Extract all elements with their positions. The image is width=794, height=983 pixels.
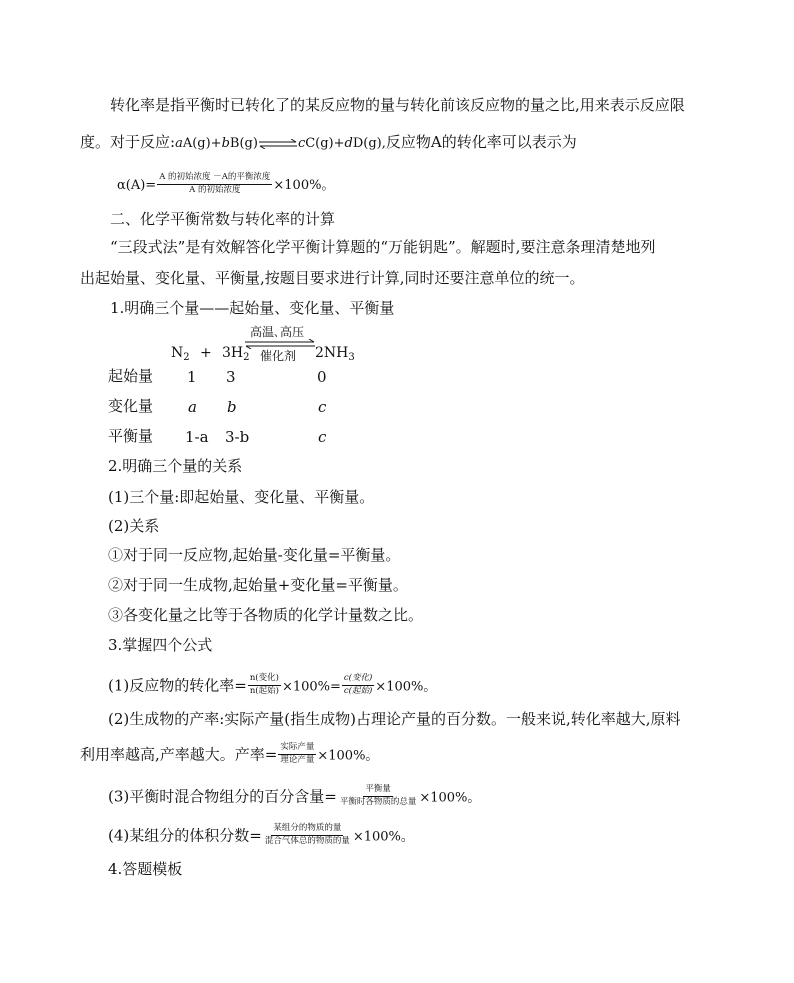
intro-line-2: [80, 135, 577, 150]
coef-b: b: [221, 136, 230, 151]
formula-4: [108, 825, 414, 848]
reaction-condition-bottom: 催化剂: [260, 349, 297, 363]
conversion-numerator: A 的初始浓度 －A的平衡浓度: [157, 173, 272, 185]
formula-4-numerator: 某组分的物质的量: [271, 824, 343, 836]
equilibrium-h2: 3-b: [225, 428, 250, 446]
equilibrium-nh3: c: [318, 428, 327, 446]
formula-2-denominator: 理论产量: [280, 754, 315, 765]
coef-d: d: [344, 136, 353, 151]
item-2-2: (2)关系: [108, 517, 160, 535]
formula-2-line-1: (2)生成物的产率:实际产量(指生成物)占理论产量的百分数。一般来说,转化率越大,原料: [108, 710, 681, 728]
conversion-denominator: A 的初始浓度: [189, 184, 241, 195]
reaction-plus: +: [200, 345, 212, 361]
reaction-condition-top: 高温､高压: [250, 325, 305, 339]
formula-1-fraction-n: [248, 674, 281, 697]
change-n2: a: [188, 398, 197, 416]
three-step-line-2: 出起始量、变化量、平衡量,按题目要求进行计算,同时还要注意单位的统一。: [80, 269, 585, 287]
change-h2: b: [227, 398, 237, 416]
conversion-fraction: [157, 173, 272, 196]
formula-1-num-n: n(变化): [248, 674, 281, 686]
three-step-line-1: “三段式法”是有效解答化学平衡计算题的“万能钥匙”。解题时,要注意条理清楚地列: [110, 238, 656, 256]
item-3-title: 3.掌握四个公式: [108, 636, 213, 654]
formula-1-den-c: c(起始): [343, 685, 373, 696]
formula-2-line-2: [80, 744, 378, 767]
item-2-rule-3: ③各变化量之比等于各物质的化学计量数之比。: [108, 606, 424, 624]
initial-n2: 1: [187, 368, 197, 386]
formula-3: [108, 786, 480, 809]
item-4-title: 4.答题模板: [108, 860, 183, 878]
initial-nh3: 0: [317, 368, 327, 386]
species-b: B(g): [229, 136, 258, 151]
formula-1-num-c: c(变化): [342, 674, 374, 686]
formula-1-mid: ×100%=: [281, 679, 341, 695]
change-nh3: c: [318, 398, 327, 416]
product-nh3: $2NH_3$: [315, 345, 355, 363]
conversion-formula-lhs: α(A)=: [117, 177, 157, 193]
intro-line-2-prefix: 度。对于反应:: [80, 133, 176, 151]
row-label-equilibrium: 平衡量: [108, 427, 154, 445]
reactant-h2: $3H_2$: [222, 345, 250, 363]
reactant-n2: $N_2$: [171, 345, 190, 363]
formula-2-fraction: [278, 743, 316, 766]
reaction-equation: [175, 136, 386, 151]
formula-1-den-n: n(起始): [249, 685, 279, 696]
formula-3-tail: ×100%。: [419, 790, 481, 806]
formula-1: [108, 675, 436, 698]
item-2-rule-2: ②对于同一生成物,起始量+变化量=平衡量。: [108, 576, 408, 594]
formula-3-numerator: 平衡量: [363, 785, 393, 797]
item-2-title: 2.明确三个量的关系: [108, 457, 243, 475]
section-2-title: 二、化学平衡常数与转化率的计算: [110, 210, 336, 228]
formula-2-prefix: 利用率越高,产率越大。产率=: [80, 745, 278, 764]
item-2-rule-1: ①对于同一反应物,起始量-变化量=平衡量。: [108, 546, 401, 564]
row-label-initial: 起始量: [108, 367, 154, 385]
item-1-title: 1.明确三个量——起始量、变化量、平衡量: [110, 299, 395, 317]
coef-a: a: [175, 136, 183, 151]
formula-1-fraction-c: [342, 674, 374, 697]
intro-line-2-suffix: 反应物A的转化率可以表示为: [385, 133, 577, 151]
formula-4-denominator: 混合气体总的物质的量: [264, 835, 350, 846]
conversion-formula-tail: ×100%。: [273, 177, 335, 193]
species-c: C(g)+: [305, 136, 345, 151]
equilibrium-n2: 1-a: [185, 428, 209, 446]
species-d: D(g),: [352, 136, 386, 151]
formula-4-prefix: (4)某组分的体积分数=: [108, 826, 262, 845]
formula-3-fraction: [338, 785, 419, 808]
species-a: A(g)+: [182, 136, 222, 151]
coef-c: c: [297, 136, 306, 151]
formula-3-denominator: 平衡时各物质的总量: [339, 796, 417, 807]
formula-1-prefix: (1)反应物的转化率=: [108, 676, 247, 695]
row-label-change: 变化量: [108, 397, 154, 415]
formula-2-numerator: 实际产量: [278, 743, 316, 755]
formula-1-tail: ×100%。: [375, 679, 437, 695]
formula-4-fraction: [263, 824, 352, 847]
initial-h2: 3: [226, 368, 236, 386]
formula-2-tail: ×100%。: [317, 748, 379, 764]
item-2-1: (1)三个量:即起始量、变化量、平衡量。: [108, 488, 375, 506]
formula-3-prefix: (3)平衡时混合物组分的百分含量=: [108, 787, 337, 806]
formula-4-tail: ×100%。: [352, 829, 414, 845]
conversion-formula: [117, 174, 334, 197]
reaction-arrow-icon: [244, 339, 316, 349]
equilibrium-arrow-icon: [258, 139, 298, 149]
intro-line-1: 转化率是指平衡时已转化了的某反应物的量与转化前该反应物的量之比,用来表示反应限: [110, 96, 685, 114]
